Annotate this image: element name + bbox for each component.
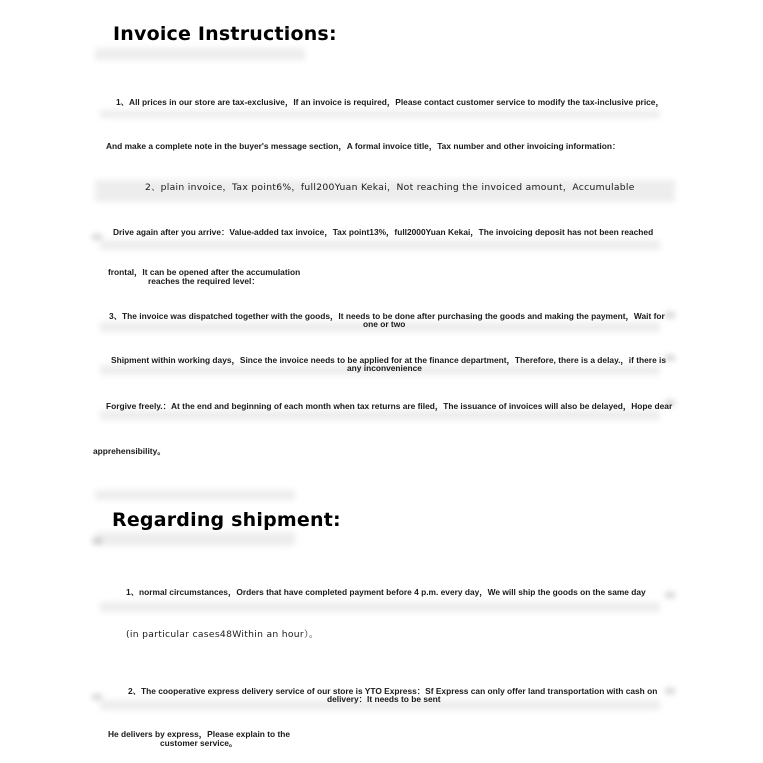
scan-smudge xyxy=(92,234,102,240)
scan-smudge xyxy=(92,538,102,544)
invoice-line-7: Shipment within working days，Since the invoice needs to be applied for at the finance department，Therefore, there is a delay.，if there is xyxy=(111,355,667,365)
scan-smudge xyxy=(665,355,675,361)
scan-smudge xyxy=(100,410,660,420)
invoice-line-3: 2、plain invoice，Tax point6%，full200Yuan Kekai，Not reaching the invoiced amount，Accumulable xyxy=(145,182,635,193)
scan-smudge xyxy=(95,490,295,500)
shipment-heading: Regarding shipment: xyxy=(112,509,341,531)
shipment-line-2: (in particular cases48Within an hour）。 xyxy=(126,629,319,640)
shipment-line-4-continued: customer service。 xyxy=(160,738,238,748)
shipment-line-3-continued: delivery：It needs to be sent xyxy=(327,694,441,704)
invoice-line-1: 1、All prices in our store are tax-exclusive，If an invoice is required，Please contact customer service to modify the tax-inclusive price， xyxy=(116,97,664,107)
scan-smudge xyxy=(95,48,305,60)
invoice-line-9: apprehensibility。 xyxy=(93,446,166,456)
scan-smudge xyxy=(665,592,675,598)
shipment-line-3: 2、The cooperative express delivery service of our store is YTO Express：Sf Express can only offer land transportation with cash on xyxy=(128,686,658,696)
invoice-line-4: Drive again after you arrive：Value-added tax invoice，Tax point13%，full2000Yuan Kekai，The invoicing deposit has not been reached xyxy=(113,227,654,237)
scan-smudge xyxy=(92,694,102,700)
shipment-line-1: 1、normal circumstances，Orders that have completed payment before 4 p.m. every day，We will ship the goods on the same day xyxy=(126,587,646,597)
invoice-line-5: frontal，It can be opened after the accumulation xyxy=(108,267,301,277)
scan-smudge xyxy=(100,110,660,118)
invoice-instructions-heading: Invoice Instructions: xyxy=(113,23,337,45)
scan-smudge xyxy=(665,312,675,318)
invoice-line-2: And make a complete note in the buyer's message section，A formal invoice title，Tax number and other invoicing information： xyxy=(106,141,621,151)
invoice-line-6-continued: one or two xyxy=(363,319,406,329)
invoice-line-8: Forgive freely.：At the end and beginning of each month when tax returns are filed，The issuance of invoices will also be delayed，Hope dear xyxy=(106,401,673,411)
scan-smudge xyxy=(100,602,660,612)
invoice-line-6: 3、The invoice was dispatched together with the goods，It needs to be done after purchasing the goods and making the payment，Wait for xyxy=(109,311,665,321)
shipment-line-4: He delivers by express，Please explain to the xyxy=(108,729,291,739)
scan-smudge xyxy=(100,240,660,250)
invoice-line-5-continued: reaches the required level： xyxy=(148,276,260,286)
invoice-line-7-continued: any inconvenience xyxy=(347,363,422,373)
scan-smudge xyxy=(665,688,675,694)
scan-smudge xyxy=(95,532,295,546)
